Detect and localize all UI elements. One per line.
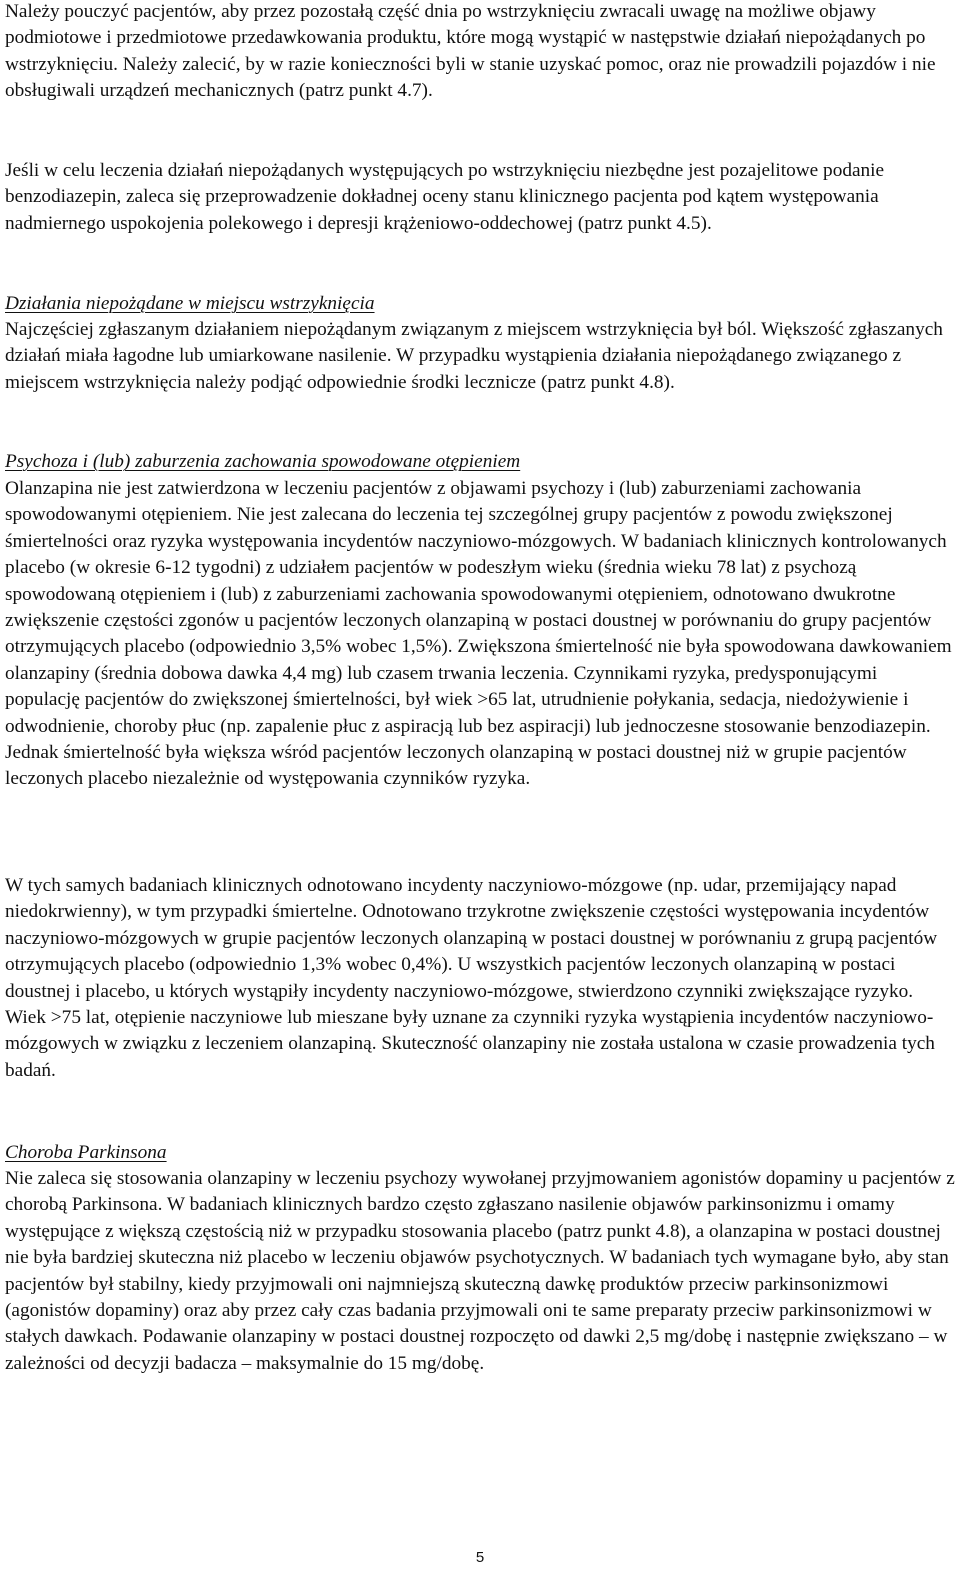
paragraph-parkinson: Nie zaleca się stosowania olanzapiny w leczeniu psychozy wywołanej przyjmowaniem agonistów dopaminy u pacjentów z chorobą Parkinsona. W badaniach klinicznych bardzo często zgłaszano nasilenie objawów parkinsonizmu i omamy występujące z większą częstością niż w przypadku stosowania placebo (patrz punkt 4.8), a olanzapina w postaci doustnej nie była bardziej skuteczna niż placebo w leczeniu objawów psychotycznych. W badaniach tych wymagane było, aby stan pacjentów był stabilny, kiedy przyjmowali oni najmniejszą skuteczną dawkę produktów przeciw parkinsonizmowi (agonistów dopaminy) oraz aby przez cały czas badania przyjmowali oni te same preparaty przeciw parkinsonizmowi w stałych dawkach. Podawanie olanzapiny w postaci doustnej rozpoczęto od dawki 2,5 mg/dobę i następnie zwiększano – w zależności od decyzji badacza – maksymalnie do 15 mg/dobę. (5, 1168, 955, 1374)
page-number: 5 (475, 1549, 485, 1566)
paragraph-cerebrovascular-events: W tych samych badaniach klinicznych odnotowano incydenty naczyniowo-mózgowe (np. udar, przemijający napad niedokrwienny), w tym przypadki śmiertelne. Odnotowano trzykrotne zwiększenie częstości występowania incydentów naczyniowo-mózgowych w grupie pacjentów leczonych olanzapiną w postaci doustnej w porównaniu z grupą pacjentów otrzymujących placebo (odpowiednio 1,3% wobec 0,4%). U wszystkich pacjentów leczonych olanzapiną w postaci doustnej i placebo, u których wystąpiły incydenty naczyniowo-mózgowe, stwierdzono czynniki zwiększające ryzyko. Wiek >75 lat, otępienie naczyniowe lub mieszane były uznane za czynniki ryzyka wystąpienia incydentów naczyniowo-mózgowych w związku z leczeniem olanzapiną. Skuteczność olanzapiny nie została ustalona w czasie prowadzenia tych badań. (5, 875, 938, 1081)
section-heading-injection-site: Działania niepożądane w miejscu wstrzyknięcia (5, 293, 375, 314)
paragraph-benzodiazepines: Jeśli w celu leczenia działań niepożądanych występujących po wstrzyknięciu niezbędne jest pozajelitowe podanie benzodiazepin, zaleca się przeprowadzenie dokładnej oceny stanu klinicznego pacjenta pod kątem występowania nadmiernego uspokojenia polekowego i depresji krążeniowo-oddechowej (patrz punkt 4.5). (5, 160, 885, 234)
section-heading-parkinson: Choroba Parkinsona (5, 1142, 167, 1163)
paragraph-injection-monitoring: Należy pouczyć pacjentów, aby przez pozostałą część dnia po wstrzyknięciu zwracali uwagę na możliwe objawy podmiotowe i przedmiotowe przedawkowania produktu, które mogą wystąpić w następstwie działań niepożądanych po wstrzyknięciu. Należy zalecić, by w razie konieczności byli w stanie uzyskać pomoc, oraz nie prowadzili pojazdów i nie obsługiwali urządzeń mechanicznych (patrz punkt 4.7). (5, 1, 936, 102)
section-heading-dementia-psychosis: Psychoza i (lub) zaburzenia zachowania spowodowane otępieniem (5, 451, 521, 472)
paragraph-injection-site: Najczęściej zgłaszanym działaniem niepożądanym związanym z miejscem wstrzyknięcia był ból. Większość zgłaszanych działań miała łagodne lub umiarkowane nasilenie. W przypadku wystąpienia działania niepożądanego związanego z miejscem wstrzyknięcia należy podjąć odpowiednie środki lecznicze (patrz punkt 4.8). (5, 319, 943, 393)
paragraph-dementia-psychosis: Olanzapina nie jest zatwierdzona w leczeniu pacjentów z objawami psychozy i (lub) zaburzeniami zachowania spowodowanymi otępieniem. Nie jest zalecana do leczenia tej szczególnej grupy pacjentów z powodu zwiększonej śmiertelności oraz ryzyka występowania incydentów naczyniowo-mózgowych. W badaniach klinicznych kontrolowanych placebo (w okresie 6-12 tygodni) z udziałem pacjentów w podeszłym wieku (średnia wieku 78 lat) z psychozą spowodowaną otępieniem i (lub) z zaburzeniami zachowania spowodowanymi otępieniem, odnotowano dwukrotne zwiększenie częstości zgonów u pacjentów leczonych olanzapiną w postaci doustnej w porównaniu do grupy pacjentów otrzymujących placebo (odpowiednio 3,5% wobec 1,5%). Zwiększona śmiertelność nie była spowodowana dawkowaniem olanzapiny (średnia dobowa dawka 4,4 mg) lub czasem trwania leczenia. Czynnikami ryzyka, predysponującymi populację pacjentów do zwiększonej śmiertelności, był wiek >65 lat, utrudnienie połykania, sedacja, niedożywienie i odwodnienie, choroby płuc (np. zapalenie płuc z aspiracją lub bez aspiracji) lub jednoczesne stosowanie benzodiazepin. Jednak śmiertelność była większa wśród pacjentów leczonych olanzapiną w postaci doustnej niż w grupie pacjentów leczonych placebo niezależnie od występowania czynników ryzyka. (5, 478, 952, 790)
